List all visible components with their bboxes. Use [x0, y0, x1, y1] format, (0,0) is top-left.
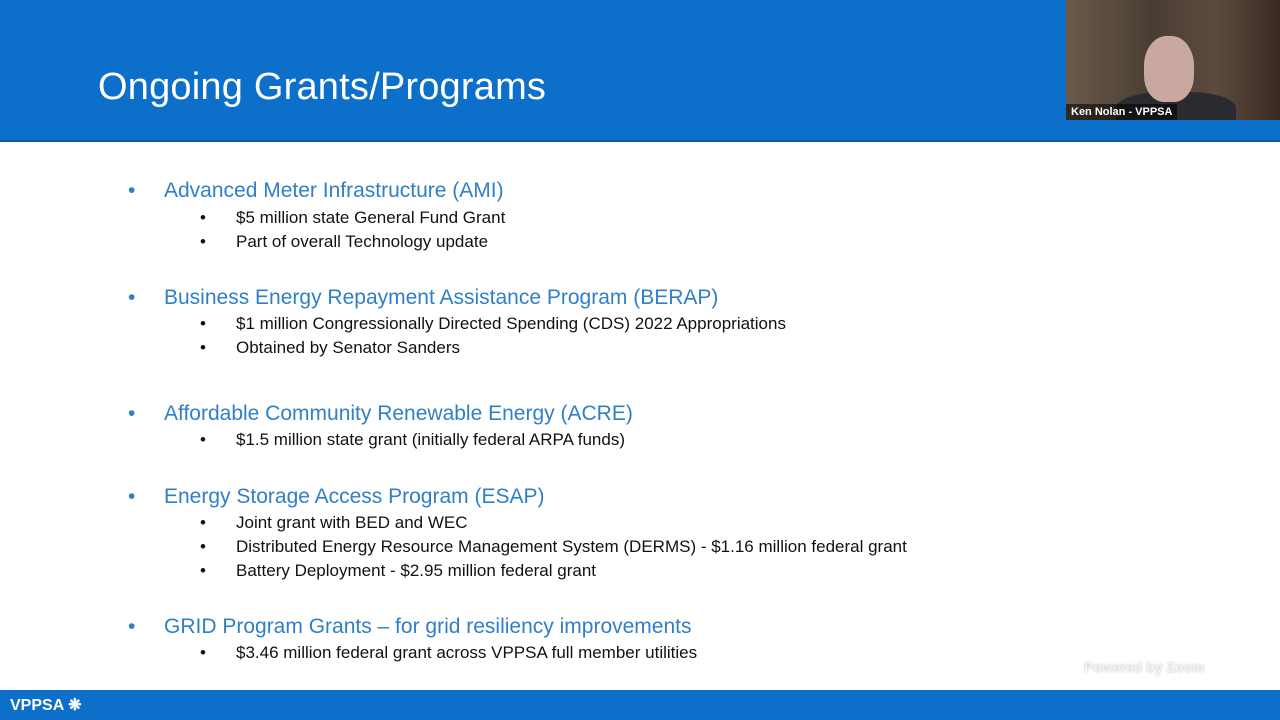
slide-footer	[0, 690, 1280, 720]
slide-content: • Advanced Meter Infrastructure (AMI) • $5 million state General Fund Grant • Part of overall Technology update • Business Energy Repayment Assistance Program (BERAP) • $1 million Congressionally Directed Spending (CDS) 2022 Appropriations • Obtained by Senator Sanders • Affordable Community Renewable Energy (ACRE) • $1.5 million state grant (initially federal ARPA funds) • Energy Storage Access Program (ESAP) • Joint grant with BED and WEC • Distributed Energy Resource Management System (DERMS) - $1.16 million federal grant • Battery Deployment - $2.95 million federal grant • GRID Program Grants – for grid resiliency improvements • $3.46 million federal grant across VPPSA full member utilities	[128, 179, 907, 662]
slide-title: Ongoing Grants/Programs	[98, 66, 547, 108]
participant-head	[1144, 36, 1194, 102]
bullet-icon: •	[128, 286, 136, 309]
bullet-icon: •	[200, 232, 206, 251]
bullet-icon: •	[200, 430, 206, 449]
bullet-icon: •	[200, 537, 206, 556]
bullet-icon: •	[200, 314, 206, 333]
vppsa-logo: VPPSA ❋	[10, 697, 82, 714]
bullet-icon: •	[128, 485, 136, 508]
bullet-icon: •	[200, 561, 206, 580]
zoom-watermark: Powered by Zoom	[1084, 659, 1205, 675]
bullet-icon: •	[200, 513, 206, 532]
participant-name: Ken Nolan - VPPSA	[1066, 104, 1177, 120]
bullet-icon: •	[128, 402, 136, 425]
bullet-icon: •	[200, 338, 206, 357]
bullet-icon: •	[128, 615, 136, 638]
bullet-icon: •	[200, 208, 206, 227]
bullet-icon: •	[200, 643, 206, 662]
participant-video[interactable]	[1066, 0, 1280, 120]
bullet-icon: •	[128, 179, 136, 202]
